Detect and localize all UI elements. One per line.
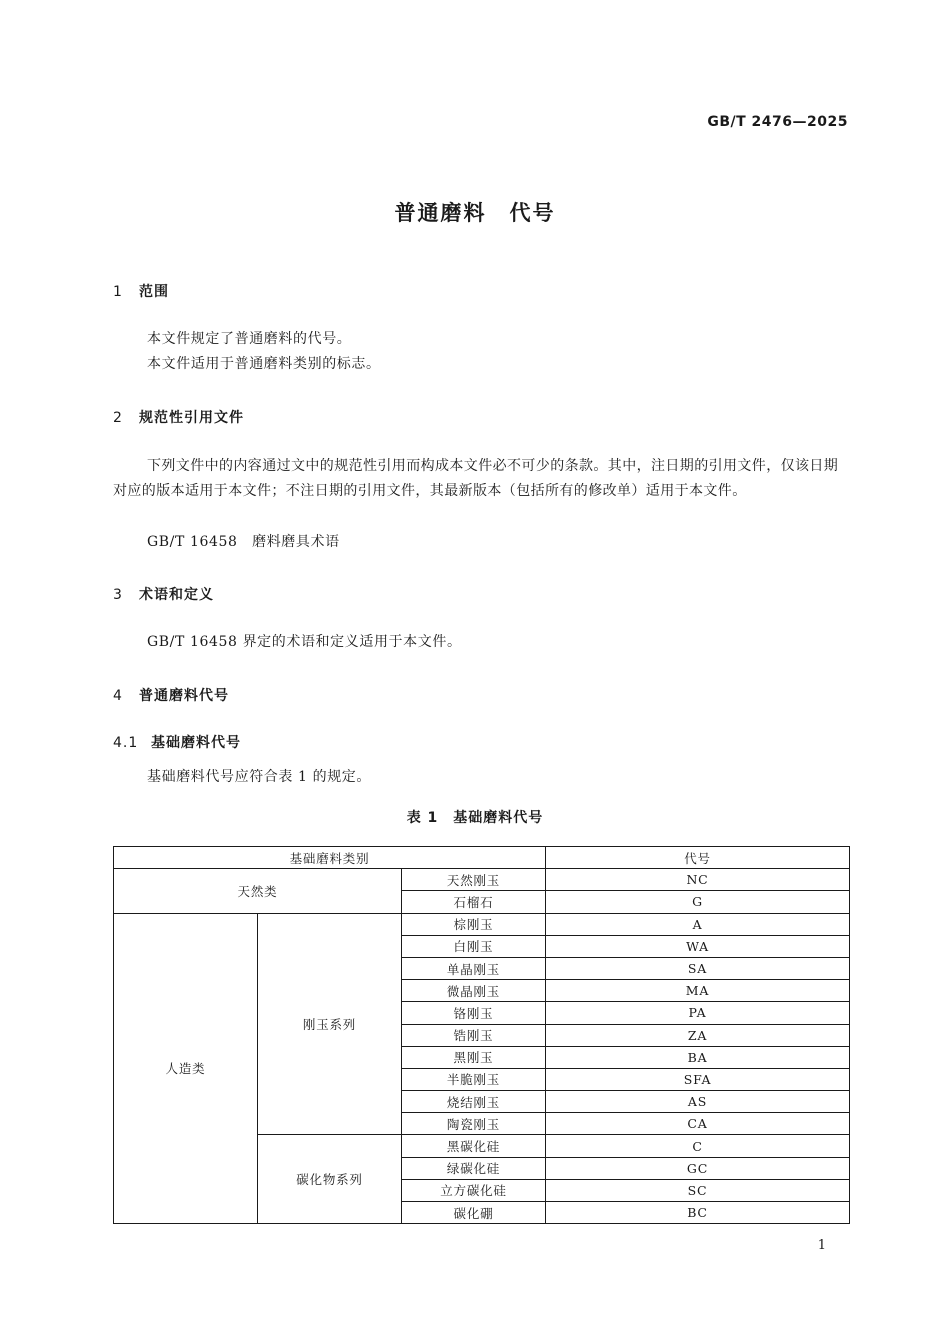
abrasive-code: AS [546, 1091, 850, 1113]
normative-reference: GB/T 16458 磨料磨具术语 [147, 534, 340, 550]
section-number: 2 [113, 410, 123, 426]
abrasive-name: 烧结刚玉 [402, 1091, 546, 1113]
table-header-row [114, 847, 850, 869]
standard-number: GB/T 2476—2025 [707, 114, 848, 130]
abrasive-code: PA [546, 1002, 850, 1024]
section-1-paragraph-2: 本文件适用于普通磨料类别的标志。 [147, 356, 381, 372]
abrasive-name: 绿碳化硅 [402, 1157, 546, 1179]
section-3-paragraph: GB/T 16458 界定的术语和定义适用于本文件。 [147, 634, 462, 650]
abrasive-code: A [546, 913, 850, 935]
table-caption: 表 1 基础磨料代号 [406, 810, 544, 826]
abrasive-name: 白刚玉 [402, 935, 546, 957]
page-number: 1 [817, 1238, 826, 1253]
section-4-1-paragraph: 基础磨料代号应符合表 1 的规定。 [147, 769, 372, 785]
abrasive-code: C [546, 1135, 850, 1157]
series-corundum: 刚玉系列 [258, 913, 402, 1135]
group-natural: 天然类 [114, 869, 402, 913]
abrasive-name: 立方碳化硅 [402, 1179, 546, 1201]
abrasive-code: MA [546, 980, 850, 1002]
abrasive-name: 石榴石 [402, 891, 546, 913]
abrasive-code: GC [546, 1157, 850, 1179]
table-row [114, 869, 850, 891]
abrasive-name: 碳化硼 [402, 1202, 546, 1224]
section-number: 3 [113, 587, 123, 603]
abrasive-name: 黑刚玉 [402, 1046, 546, 1068]
abrasive-code: WA [546, 935, 850, 957]
abrasive-code: ZA [546, 1024, 850, 1046]
section-4-1-heading [113, 732, 241, 752]
section-4-heading [113, 685, 229, 705]
abrasive-name: 棕刚玉 [402, 913, 546, 935]
abrasive-name: 陶瓷刚玉 [402, 1113, 546, 1135]
group-artificial: 人造类 [114, 913, 258, 1224]
header-code: 代号 [546, 847, 850, 869]
header-category: 基础磨料类别 [114, 847, 546, 869]
abrasive-name: 锆刚玉 [402, 1024, 546, 1046]
abrasive-code: G [546, 891, 850, 913]
abrasive-code: BA [546, 1046, 850, 1068]
section-title: 普通磨料代号 [139, 688, 229, 704]
abrasive-code: BC [546, 1202, 850, 1224]
section-title: 规范性引用文件 [139, 410, 244, 426]
abrasive-code: NC [546, 869, 850, 891]
abrasive-code-table [113, 846, 850, 1224]
section-number: 1 [113, 284, 123, 300]
abrasive-name: 微晶刚玉 [402, 980, 546, 1002]
abrasive-name: 黑碳化硅 [402, 1135, 546, 1157]
abrasive-code: SA [546, 957, 850, 979]
section-1-paragraph-1: 本文件规定了普通磨料的代号。 [147, 331, 352, 347]
abrasive-name: 半脆刚玉 [402, 1068, 546, 1090]
series-carbide: 碳化物系列 [258, 1135, 402, 1224]
section-title: 范围 [139, 284, 169, 300]
abrasive-code: SFA [546, 1068, 850, 1090]
section-number: 4 [113, 688, 123, 704]
section-2-heading [113, 407, 244, 427]
abrasive-code: SC [546, 1179, 850, 1201]
section-title: 术语和定义 [139, 587, 214, 603]
table-row [114, 913, 850, 935]
section-3-heading [113, 584, 214, 604]
abrasive-name: 单晶刚玉 [402, 957, 546, 979]
abrasive-name: 天然刚玉 [402, 869, 546, 891]
abrasive-name: 铬刚玉 [402, 1002, 546, 1024]
section-1-heading [113, 281, 169, 301]
document-title: 普通磨料 代号 [394, 201, 556, 225]
abrasive-code: CA [546, 1113, 850, 1135]
section-number: 4.1 [113, 735, 139, 751]
section-title: 基础磨料代号 [151, 735, 241, 751]
section-2-paragraph: 下列文件中的内容通过文中的规范性引用而构成本文件必不可少的条款。其中，注日期的引用文件，仅该日期对应的版本适用于本文件；不注日期的引用文件，其最新版本（包括所有的修改单）适用于本文件。 [113, 458, 839, 499]
